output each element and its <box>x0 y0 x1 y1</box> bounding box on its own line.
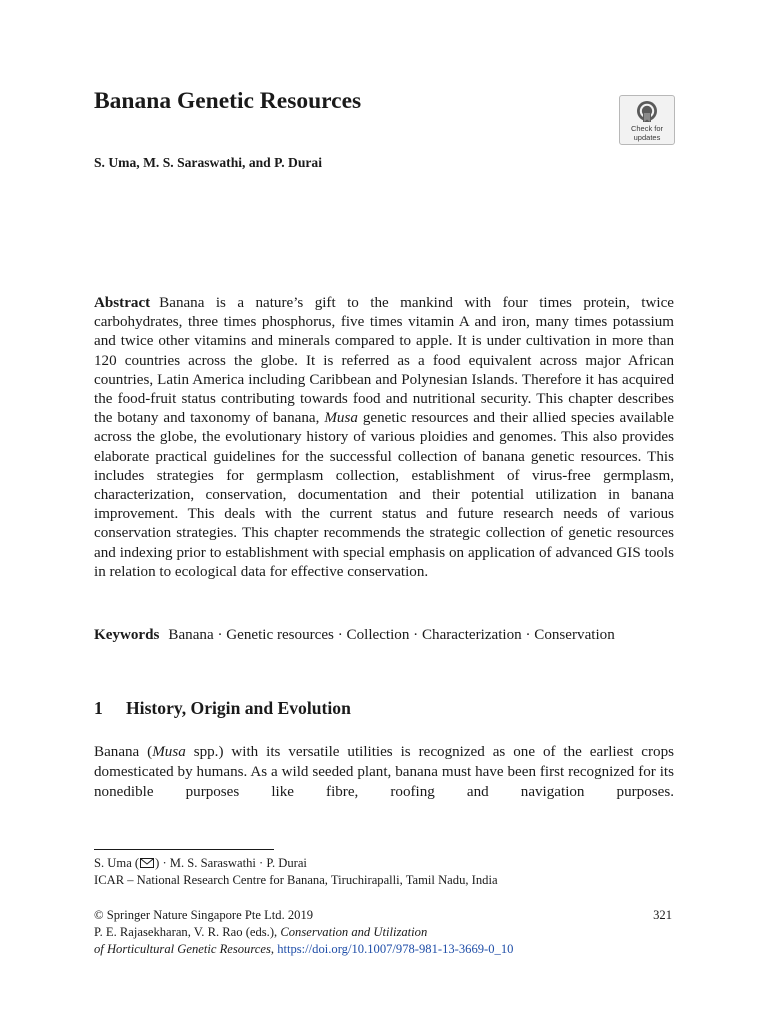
paragraph-rest: spp.) with its versatile utilities is recognized as one of the earliest crops domesticated by humans. As a wild seeded plant, banana must have been first recognized for its nonedible purposes like fibre, roofing and navigation purposes. <box>94 744 674 801</box>
other-authors: ) · M. S. Saraswathi · P. Durai <box>155 856 307 870</box>
citation-comma: , <box>270 942 275 956</box>
abstract-italic-genus: Musa <box>324 410 358 427</box>
citation-editors: P. E. Rajasekharan, V. R. Rao (eds.), <box>94 925 278 939</box>
citation-book-title-1: Conservation and Utilization <box>280 925 428 939</box>
citation-book-title-2: of Horticultural Genetic Resources <box>94 942 271 956</box>
page-number: 321 <box>653 908 672 922</box>
abstract-paragraph <box>94 294 674 582</box>
author-list: S. Uma, M. S. Saraswathi, and P. Durai <box>94 155 322 170</box>
abstract-label: Abstract <box>94 295 151 311</box>
citation-line-1 <box>94 924 674 941</box>
corresponding-author: S. Uma ( <box>94 856 140 870</box>
keywords-paragraph <box>94 626 674 645</box>
author-affiliation-names <box>94 855 674 873</box>
section-title: History, Origin and Evolution <box>126 698 351 718</box>
abstract-text-part1: Banana is a nature’s gift to the mankind with four times protein, twice carbohydrates, three times phosphorus, five times vitamin A and iron, many times potassium and twice other vitamins and minerals compared to apple. It is under cultivation in more than 120 countries across the globe. It is referred as a food equivalent across major African countries, Latin America including Caribbean and Polynesian Islands. Therefore it has acquired the food-fruit status contributing towards food and nutritional security. This chapter describes the botany and taxonomy of banana, <box>94 295 674 427</box>
copyright-line: © Springer Nature Singapore Pte Ltd. 2019 <box>94 908 314 922</box>
citation-line-2 <box>94 941 674 958</box>
check-for-updates-badge[interactable] <box>619 95 675 145</box>
keywords-label: Keywords <box>94 627 160 643</box>
footnote-rule <box>94 849 274 850</box>
section-number: 1 <box>94 698 103 718</box>
institute-line: ICAR – National Research Centre for Banana, Tiruchirapalli, Tamil Nadu, India <box>94 873 498 887</box>
paragraph-start: Banana ( <box>94 744 153 760</box>
doi-link[interactable]: https://doi.org/10.1007/978-981-13-3669-0_10 <box>277 942 514 956</box>
bookmark-refresh-icon <box>634 100 660 124</box>
section-paragraph <box>94 742 674 803</box>
paragraph-italic-genus: Musa <box>152 744 186 760</box>
keywords-text: Banana · Genetic resources · Collection · Characterization · Conservation <box>168 627 615 643</box>
badge-label-line1: Check for <box>630 124 664 133</box>
envelope-icon[interactable] <box>140 856 154 873</box>
section-heading <box>94 698 351 719</box>
chapter-title: Banana Genetic Resources <box>94 88 362 114</box>
badge-label-line2: updates <box>633 132 661 142</box>
abstract-text-part2: genetic resources and their allied species available across the globe, the evolutionary history of various ploidies and genomes. This also provides elaborate practical guidelines for the successful collection of banana genetic resources. This includes strategies for germplasm collection, establishment of virus-free germplasm, characterization, conservation, documentation and their potential utilization in banana improvement. This deals with the current status and future research needs of various conservation strategies. This chapter recommends the strategic collection of genetic resources and indexing prior to establishment with special emphasis on application of advanced GIS tools in relation to ecological data for effective conservation. <box>94 410 674 580</box>
